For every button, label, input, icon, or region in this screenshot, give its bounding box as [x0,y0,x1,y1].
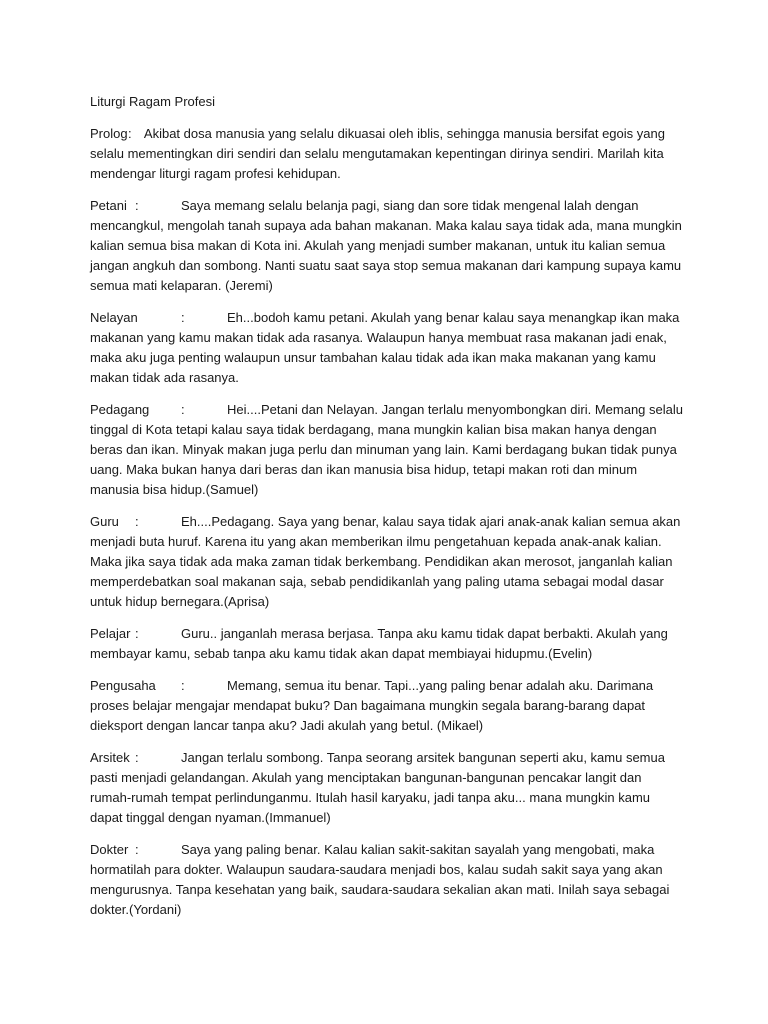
paragraph-text: Guru.. janganlah merasa berjasa. Tanpa aku kamu tidak dapat berbakti. Akulah yang membayar kamu, sebab tanpa aku kamu tidak akan dapat membiayai hidupmu.(Evelin) [90,626,668,661]
speaker-separator: : [135,626,139,641]
paragraph-petani [90,196,686,296]
paragraph-text: Saya yang paling benar. Kalau kalian sakit-sakitan sayalah yang mengobati, maka hormatilah para dokter. Walaupun saudara-saudara menjadi bos, kalau sudah sakit saya yang akan mengurusnya. Tanpa kesehatan yang baik, saudara-saudara sekalian akan mati. Inilah saya sebagai dokter.(Yordani) [90,842,670,917]
paragraph-pedagang [90,400,686,500]
paragraph-text: Eh....Pedagang. Saya yang benar, kalau saya tidak ajari anak-anak kalian semua akan menjadi buta huruf. Karena itu yang akan memberikan ilmu pengetahuan kepada anak-anak kalian. Maka jika saya tidak ada maka zaman tidak berkembang. Pendidikan akan merosot, janganlah kalian memperdebatkan soal makanan saja, sebab pendidikanlah yang paling utama sebagai modal dasar untuk hidup bernegara.(Aprisa) [90,514,681,609]
paragraph-text: Saya memang selalu belanja pagi, siang dan sore tidak mengenal lalah dengan mencangkul, mengolah tanah supaya ada bahan makanan. Maka kalau saya tidak ada, mana mungkin kalian semua bisa makan di Kota ini. Akulah yang menjadi sumber makanan, untuk itu kalian semua jangan angkuh dan sombong. Nanti suatu saat saya stop semua makanan dari kampung supaya kamu semua mati kelaparan. (Jeremi) [90,198,682,293]
speaker-name: Petani [90,198,127,213]
paragraph-text: Hei....Petani dan Nelayan. Jangan terlalu menyombongkan diri. Memang selalu tinggal di Kota tetapi kalau saya tidak berdagang, mana mungkin kalian bisa makan hanya dengan beras dan ikan. Minyak makan juga perlu dan minuman yang lain. Kami berdagang bukan tidak punya uang. Maka bukan hanya dari beras dan ikan manusia bisa hidup, tetapi makan roti dan minum manusia bisa hidup.(Samuel) [90,402,683,497]
speaker-separator: : [181,402,185,417]
paragraph-text: Eh...bodoh kamu petani. Akulah yang benar kalau saya menangkap ikan maka makanan yang kamu makan tidak ada rasanya. Walaupun hanya membuat rasa makanan jadi enak, maka aku juga penting walaupun unsur tambahan kalau tidak ada ikan maka makanan yang kamu makan tidak ada rasanya. [90,310,680,385]
speaker-separator: : [135,842,139,857]
speaker-name: Pengusaha [90,678,156,693]
speaker-separator: : [135,514,139,529]
speaker-separator: : [181,678,185,693]
speaker-separator: : [135,750,139,765]
speaker-name: Guru [90,514,119,529]
document-page [90,92,686,932]
paragraph-pelajar [90,624,686,664]
speaker-separator: : [135,198,139,213]
document-title: Liturgi Ragam Profesi [90,94,215,109]
speaker-name: Dokter [90,842,129,857]
paragraph-arsitek [90,748,686,828]
paragraph-text: Akibat dosa manusia yang selalu dikuasai oleh iblis, sehingga manusia bersifat egois yang selalu mementingkan diri sendiri dan selalu mengutamakan kepentingan dirinya sendiri. Marilah kita mendengar liturgi ragam profesi kehidupan. [90,126,665,181]
paragraph-guru [90,512,686,612]
paragraph-pengusaha [90,676,686,736]
speaker-name: Arsitek [90,750,130,765]
speaker-separator: : [181,310,185,325]
speaker-name: Prolog [90,126,128,141]
speaker-name: Pelajar [90,626,131,641]
speaker-separator: : [128,126,132,141]
paragraph-dokter [90,840,686,920]
paragraph-prolog [90,124,686,184]
paragraph-nelayan [90,308,686,388]
speaker-name: Nelayan [90,310,138,325]
speaker-name: Pedagang [90,402,150,417]
paragraph-text: Jangan terlalu sombong. Tanpa seorang arsitek bangunan seperti aku, kamu semua pasti menjadi gelandangan. Akulah yang menciptakan bangunan-bangunan pencakar langit dan rumah-rumah tempat perlindunganmu. Itulah hasil karyaku, jadi tanpa aku... mana mungkin kamu dapat tinggal dengan nyaman.(Immanuel) [90,750,665,825]
paragraph-text: Memang, semua itu benar. Tapi...yang paling benar adalah aku. Darimana proses belajar mengajar mendapat buku? Dan bagaimana mungkin segala barang-barang dapat dieksport dengan lancar tanpa aku? Jadi akulah yang betul. (Mikael) [90,678,654,733]
